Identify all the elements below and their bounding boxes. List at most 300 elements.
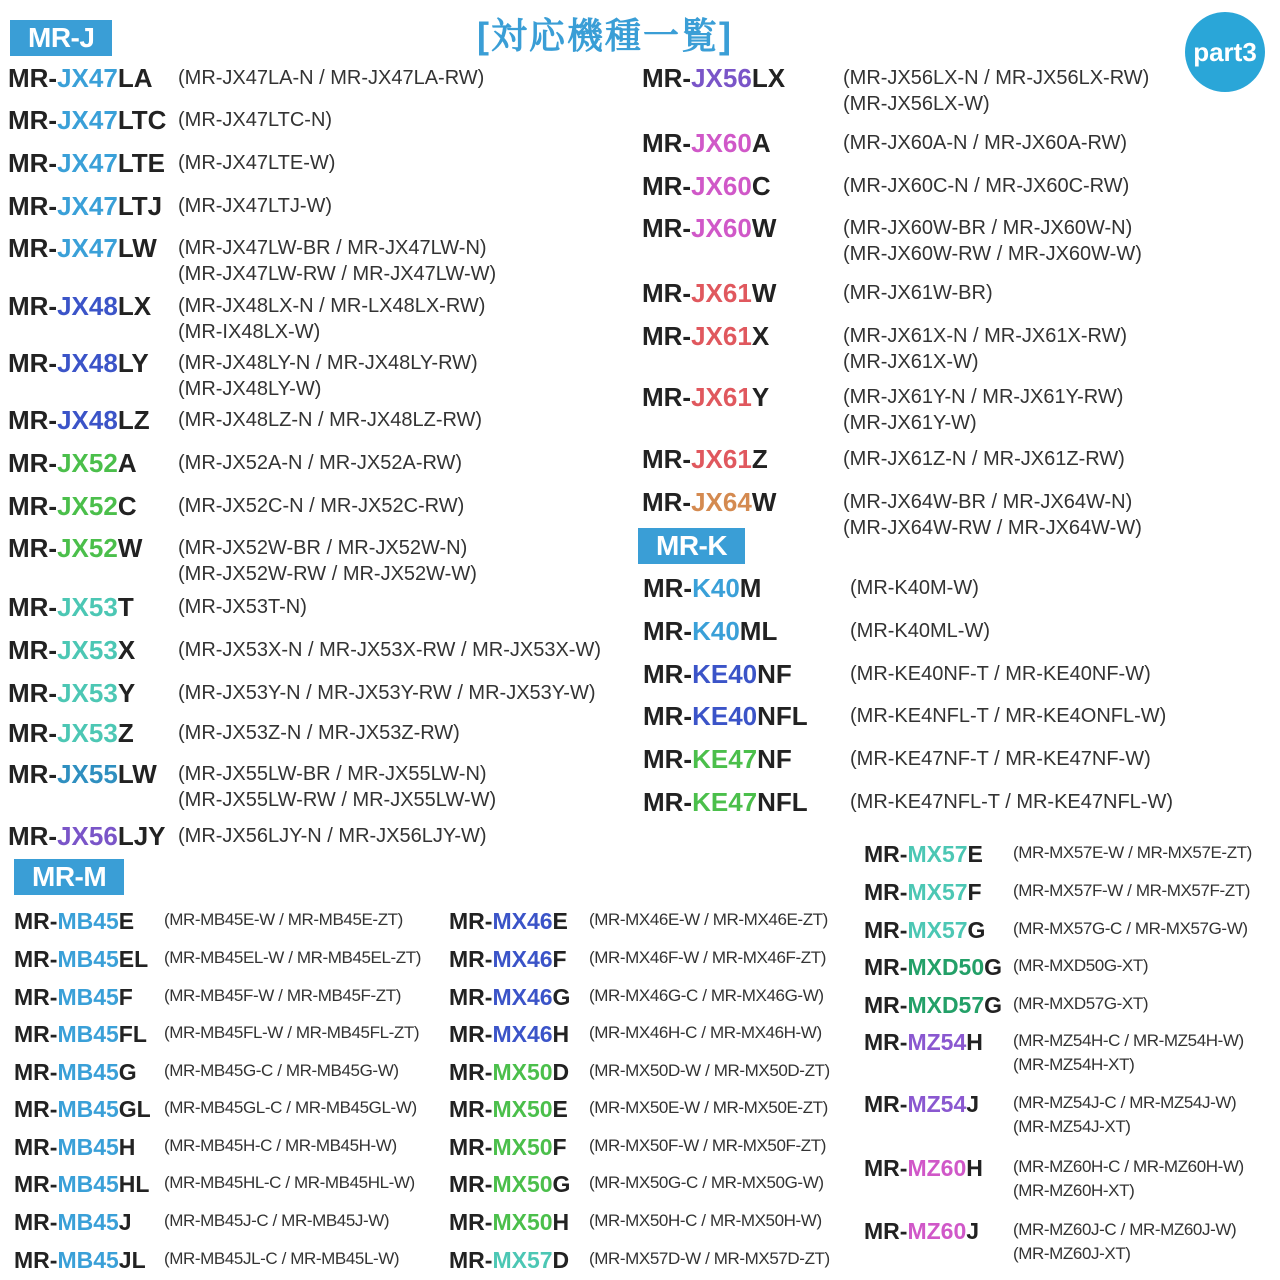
- model-name: [449, 906, 568, 936]
- variant-list: [164, 1247, 399, 1271]
- model-suffix: F: [118, 984, 133, 1010]
- variant-list: [178, 823, 487, 849]
- model-series-code: MX46: [492, 984, 553, 1010]
- variant-list: [589, 1096, 828, 1120]
- model-suffix: G: [984, 992, 1003, 1018]
- model-prefix: MR-: [449, 1134, 493, 1160]
- model-prefix: MR-: [643, 701, 693, 731]
- variant-list: [843, 323, 1127, 375]
- variant-list: [589, 1059, 830, 1083]
- variant-line: (MR-JX47LTC-N): [178, 109, 333, 131]
- model-prefix: MR-: [14, 1059, 58, 1085]
- model-name: [14, 906, 134, 936]
- model-suffix: E: [118, 908, 135, 934]
- variant-line: (MR-MXD57G-XT): [1013, 994, 1149, 1013]
- model-suffix: D: [552, 1247, 570, 1273]
- model-prefix: MR-: [864, 879, 908, 905]
- model-series-code: MXD57: [907, 992, 985, 1018]
- model-prefix: MR-: [642, 382, 692, 412]
- model-suffix: C: [117, 491, 137, 521]
- variant-line: (MR-JX60W-BR / MR-JX60W-N): [843, 217, 1133, 239]
- model-suffix: X: [117, 635, 136, 665]
- model-series-code: JX47: [57, 233, 118, 263]
- model-series-code: K40: [692, 616, 740, 646]
- variant-line: (MR-MX46E-W / MR-MX46E-ZT): [589, 910, 828, 929]
- model-suffix: J: [118, 1209, 132, 1235]
- variant-line: (MR-JX53T-N): [178, 596, 307, 618]
- model-series-code: JX47: [57, 191, 118, 221]
- model-series-code: JX53: [57, 678, 118, 708]
- model-name: [14, 1094, 151, 1124]
- variant-list: [1013, 841, 1252, 865]
- variant-line: (MR-JX64W-BR / MR-JX64W-N): [843, 491, 1133, 513]
- model-series-code: MX50: [492, 1096, 553, 1122]
- model-prefix: MR-: [642, 321, 692, 351]
- model-suffix: Z: [751, 444, 768, 474]
- model-series-code: JX47: [57, 63, 118, 93]
- variant-line: (MR-JX60C-N / MR-JX60C-RW): [843, 175, 1130, 197]
- variant-line: (MR-MXD50G-XT): [1013, 956, 1149, 975]
- model-suffix: LW: [117, 759, 157, 789]
- model-name: [864, 1027, 983, 1057]
- model-suffix: ML: [739, 616, 778, 646]
- variant-line: (MR-JX61Z-N / MR-JX61Z-RW): [843, 448, 1125, 470]
- variant-line: (MR-MB45JL-C / MR-MB45L-W): [164, 1249, 400, 1268]
- variant-line: (MR-JX61W-BR): [843, 282, 993, 304]
- model-prefix: MR-: [449, 984, 493, 1010]
- model-series-code: JX47: [57, 105, 118, 135]
- variant-line: (MR-MZ60H-C / MR-MZ60H-W): [1013, 1157, 1244, 1176]
- model-suffix: A: [117, 448, 137, 478]
- model-prefix: MR-: [864, 1091, 908, 1117]
- variant-list: [178, 65, 484, 91]
- model-prefix: MR-: [864, 1218, 908, 1244]
- variant-list: [850, 575, 979, 601]
- variant-list: [843, 446, 1125, 472]
- model-suffix: LZ: [117, 405, 150, 435]
- variant-list: [178, 535, 477, 587]
- variant-list: [589, 1021, 822, 1045]
- variant-list: [1013, 879, 1250, 903]
- model-series-code: JX53: [57, 635, 118, 665]
- model-name: [8, 533, 142, 563]
- variant-list: [1013, 954, 1148, 978]
- variant-line: (MR-MX46H-C / MR-MX46H-W): [589, 1023, 822, 1042]
- variant-list: [164, 1209, 389, 1233]
- model-name: [864, 839, 983, 869]
- model-suffix: T: [117, 592, 134, 622]
- model-suffix: A: [751, 128, 771, 158]
- model-name: [643, 787, 808, 817]
- variant-list: [178, 680, 595, 706]
- model-suffix: LX: [117, 291, 152, 321]
- variant-list: [1013, 1155, 1244, 1203]
- model-series-code: MX57: [907, 917, 968, 943]
- variant-line: (MR-JX56LJY-N / MR-JX56LJY-W): [178, 825, 487, 847]
- model-series-code: MB45: [57, 1096, 119, 1122]
- variant-line: (MR-MX57G-C / MR-MX57G-W): [1013, 919, 1248, 938]
- model-prefix: MR-: [14, 1247, 58, 1273]
- model-name: [8, 348, 149, 378]
- model-suffix: LTJ: [117, 191, 163, 221]
- model-series-code: JX61: [691, 321, 752, 351]
- model-name: [864, 1089, 979, 1119]
- variant-list: [850, 661, 1151, 687]
- model-prefix: MR-: [8, 821, 58, 851]
- model-suffix: NFL: [757, 701, 808, 731]
- model-name: [8, 105, 166, 135]
- variant-list: [843, 130, 1127, 156]
- variant-line: (MR-JX60W-RW / MR-JX60W-W): [843, 243, 1142, 265]
- variant-line: (MR-JX55LW-BR / MR-JX55LW-N): [178, 763, 487, 785]
- model-name: [8, 678, 135, 708]
- model-prefix: MR-: [864, 954, 908, 980]
- variant-list: [178, 407, 482, 433]
- model-series-code: JX52: [57, 448, 118, 478]
- variant-list: [589, 1134, 826, 1158]
- variant-list: [589, 1209, 822, 1233]
- model-prefix: MR-: [8, 233, 58, 263]
- variant-line: (MR-JX56LX-N / MR-JX56LX-RW): [843, 67, 1150, 89]
- model-suffix: LJY: [117, 821, 166, 851]
- variant-list: [178, 150, 335, 176]
- model-name: [642, 213, 776, 243]
- model-series-code: JX56: [57, 821, 118, 851]
- model-prefix: MR-: [864, 992, 908, 1018]
- variant-line: (MR-JX55LW-RW / MR-JX55LW-W): [178, 789, 497, 811]
- section-label-mrj: MR-J: [10, 20, 112, 56]
- part-badge: part3: [1185, 12, 1265, 92]
- model-suffix: G: [984, 954, 1003, 980]
- model-prefix: MR-: [8, 405, 58, 435]
- variant-list: [843, 173, 1129, 199]
- variant-list: [843, 215, 1142, 267]
- model-series-code: MB45: [57, 1247, 119, 1273]
- variant-list: [164, 1021, 419, 1045]
- model-name: [8, 491, 137, 521]
- variant-line: (MR-JX52W-BR / MR-JX52W-N): [178, 537, 468, 559]
- variant-line: (MR-MB45F-W / MR-MB45F-ZT): [164, 986, 402, 1005]
- model-suffix: W: [751, 487, 777, 517]
- model-prefix: MR-: [8, 291, 58, 321]
- model-series-code: MX57: [907, 841, 968, 867]
- model-suffix: JL: [118, 1247, 146, 1273]
- model-suffix: LTC: [117, 105, 167, 135]
- model-series-code: JX64: [691, 487, 752, 517]
- variant-list: [178, 637, 601, 663]
- variant-list: [164, 908, 403, 932]
- model-prefix: MR-: [14, 984, 58, 1010]
- variant-line: (MR-MX46G-C / MR-MX46G-W): [589, 986, 824, 1005]
- variant-list: [850, 618, 990, 644]
- variant-line: (MR-MB45HL-C / MR-MB45HL-W): [164, 1173, 415, 1192]
- model-series-code: JX61: [691, 278, 752, 308]
- variant-line: (MR-KE40NF-T / MR-KE40NF-W): [850, 663, 1151, 685]
- variant-list: [178, 293, 485, 345]
- model-suffix: LA: [117, 63, 153, 93]
- variant-line: (MR-MZ54H-XT): [1013, 1055, 1135, 1074]
- variant-list: [1013, 992, 1148, 1016]
- variant-list: [850, 703, 1166, 729]
- model-suffix: EL: [118, 946, 149, 972]
- variant-list: [178, 493, 464, 519]
- model-prefix: MR-: [8, 491, 58, 521]
- model-series-code: MX46: [492, 908, 553, 934]
- variant-line: (MR-KE4NFL-T / MR-KE4ONFL-W): [850, 705, 1167, 727]
- variant-list: [589, 1247, 830, 1271]
- model-name: [864, 1216, 979, 1246]
- variant-line: (MR-JX61X-N / MR-JX61X-RW): [843, 325, 1128, 347]
- model-name: [449, 1207, 569, 1237]
- model-series-code: MX50: [492, 1209, 553, 1235]
- variant-list: [178, 761, 496, 813]
- model-series-code: MZ54: [907, 1029, 967, 1055]
- variant-line: (MR-JX47LTJ-W): [178, 195, 333, 217]
- model-series-code: MB45: [57, 1209, 119, 1235]
- model-series-code: MB45: [57, 1059, 119, 1085]
- variant-line: (MR-JX47LW-BR / MR-JX47LW-N): [178, 237, 487, 259]
- variant-list: [178, 107, 332, 133]
- model-series-code: MB45: [57, 1134, 119, 1160]
- model-suffix: G: [118, 1059, 137, 1085]
- model-prefix: MR-: [8, 718, 58, 748]
- variant-line: (MR-JX53Z-N / MR-JX53Z-RW): [178, 722, 460, 744]
- model-prefix: MR-: [449, 1021, 493, 1047]
- variant-line: (MR-MB45J-C / MR-MB45J-W): [164, 1211, 390, 1230]
- model-series-code: MX57: [907, 879, 968, 905]
- model-prefix: MR-: [14, 1209, 58, 1235]
- model-name: [8, 191, 162, 221]
- model-series-code: JX53: [57, 718, 118, 748]
- variant-line: (MR-JX47LTE-W): [178, 152, 336, 174]
- variant-line: (MR-MZ54J-XT): [1013, 1117, 1131, 1136]
- variant-line: (MR-MB45GL-C / MR-MB45GL-W): [164, 1098, 417, 1117]
- variant-line: (MR-MZ60J-C / MR-MZ60J-W): [1013, 1220, 1237, 1239]
- model-series-code: JX52: [57, 533, 118, 563]
- model-prefix: MR-: [864, 841, 908, 867]
- model-suffix: F: [967, 879, 982, 905]
- variant-line: (MR-JX61Y-W): [843, 412, 977, 434]
- model-name: [642, 278, 776, 308]
- model-prefix: MR-: [14, 1171, 58, 1197]
- variant-line: (MR-MZ60J-XT): [1013, 1244, 1131, 1263]
- model-suffix: F: [552, 946, 567, 972]
- model-prefix: MR-: [449, 1059, 493, 1085]
- model-suffix: J: [966, 1218, 980, 1244]
- variant-line: (MR-MB45E-W / MR-MB45E-ZT): [164, 910, 403, 929]
- model-name: [14, 1057, 137, 1087]
- model-series-code: MX46: [492, 1021, 553, 1047]
- model-name: [8, 718, 134, 748]
- model-name: [449, 1094, 568, 1124]
- model-series-code: MB45: [57, 1021, 119, 1047]
- variant-line: (MR-K40ML-W): [850, 620, 990, 642]
- variant-line: (MR-JX53X-N / MR-JX53X-RW / MR-JX53X-W): [178, 639, 601, 661]
- model-prefix: MR-: [642, 63, 692, 93]
- variant-list: [178, 720, 460, 746]
- variant-list: [178, 193, 332, 219]
- model-suffix: D: [552, 1059, 570, 1085]
- model-name: [14, 1207, 132, 1237]
- model-series-code: K40: [692, 573, 740, 603]
- model-series-code: MX50: [492, 1134, 553, 1160]
- variant-line: (MR-JX52C-N / MR-JX52C-RW): [178, 495, 465, 517]
- variant-line: (MR-JX56LX-W): [843, 93, 990, 115]
- model-prefix: MR-: [8, 191, 58, 221]
- variant-line: (MR-MB45H-C / MR-MB45H-W): [164, 1136, 397, 1155]
- model-name: [14, 1245, 146, 1275]
- model-series-code: MB45: [57, 946, 119, 972]
- model-prefix: MR-: [642, 487, 692, 517]
- variant-line: (MR-MZ60H-XT): [1013, 1181, 1135, 1200]
- model-series-code: JX61: [691, 382, 752, 412]
- model-series-code: JX60: [691, 213, 752, 243]
- model-prefix: MR-: [643, 787, 693, 817]
- model-name: [8, 759, 157, 789]
- model-series-code: JX55: [57, 759, 118, 789]
- variant-list: [1013, 1029, 1244, 1077]
- model-name: [14, 1169, 149, 1199]
- model-prefix: MR-: [8, 635, 58, 665]
- model-prefix: MR-: [8, 759, 58, 789]
- model-name: [449, 1245, 569, 1275]
- variant-line: (MR-KE47NFL-T / MR-KE47NFL-W): [850, 791, 1173, 813]
- model-prefix: MR-: [14, 1134, 58, 1160]
- model-name: [8, 405, 150, 435]
- model-prefix: MR-: [449, 1171, 493, 1197]
- variant-line: (MR-MX57F-W / MR-MX57F-ZT): [1013, 881, 1251, 900]
- model-series-code: JX48: [57, 405, 118, 435]
- model-suffix: NFL: [757, 787, 808, 817]
- model-prefix: MR-: [643, 659, 693, 689]
- variant-list: [164, 1134, 397, 1158]
- model-name: [449, 944, 567, 974]
- variant-list: [1013, 1218, 1236, 1266]
- model-prefix: MR-: [14, 1096, 58, 1122]
- model-prefix: MR-: [642, 278, 692, 308]
- variant-line: (MR-JX60A-N / MR-JX60A-RW): [843, 132, 1128, 154]
- variant-list: [1013, 1091, 1236, 1139]
- model-name: [643, 744, 792, 774]
- model-series-code: MB45: [57, 1171, 119, 1197]
- variant-line: (MR-MX46F-W / MR-MX46F-ZT): [589, 948, 827, 967]
- model-prefix: MR-: [8, 448, 58, 478]
- model-suffix: Z: [117, 718, 134, 748]
- model-suffix: GL: [118, 1096, 151, 1122]
- variant-list: [589, 946, 826, 970]
- model-series-code: JX61: [691, 444, 752, 474]
- variant-list: [178, 450, 462, 476]
- model-prefix: MR-: [14, 908, 58, 934]
- variant-line: (MR-JX47LW-RW / MR-JX47LW-W): [178, 263, 497, 285]
- model-prefix: MR-: [8, 533, 58, 563]
- model-series-code: JX60: [691, 171, 752, 201]
- model-suffix: H: [552, 1021, 570, 1047]
- variant-list: [589, 908, 828, 932]
- model-prefix: MR-: [8, 148, 58, 178]
- model-series-code: JX53: [57, 592, 118, 622]
- model-name: [8, 448, 137, 478]
- model-name: [14, 982, 133, 1012]
- model-name: [8, 291, 151, 321]
- model-name: [643, 701, 808, 731]
- model-prefix: MR-: [8, 592, 58, 622]
- variant-line: (MR-JX47LA-N / MR-JX47LA-RW): [178, 67, 485, 89]
- model-name: [449, 1169, 570, 1199]
- model-prefix: MR-: [642, 444, 692, 474]
- variant-list: [178, 594, 307, 620]
- model-name: [8, 148, 165, 178]
- model-prefix: MR-: [642, 128, 692, 158]
- model-prefix: MR-: [449, 1247, 493, 1273]
- variant-list: [843, 384, 1123, 436]
- model-prefix: MR-: [8, 678, 58, 708]
- variant-line: (MR-JX53Y-N / MR-JX53Y-RW / MR-JX53Y-W): [178, 682, 596, 704]
- variant-line: (MR-MZ54J-C / MR-MZ54J-W): [1013, 1093, 1237, 1112]
- model-name: [643, 659, 792, 689]
- model-series-code: MB45: [57, 908, 119, 934]
- page-title: [対応機種一覧]: [477, 15, 733, 56]
- variant-list: [178, 235, 496, 287]
- model-series-code: MX50: [492, 1171, 553, 1197]
- model-prefix: MR-: [449, 1096, 493, 1122]
- model-series-code: MB45: [57, 984, 119, 1010]
- model-name: [643, 573, 761, 603]
- variant-list: [850, 746, 1151, 772]
- model-series-code: MX57: [492, 1247, 553, 1273]
- variant-line: (MR-JX61Y-N / MR-JX61Y-RW): [843, 386, 1124, 408]
- model-name: [449, 1057, 569, 1087]
- model-name: [643, 616, 777, 646]
- model-prefix: MR-: [8, 63, 58, 93]
- variant-line: (MR-KE47NF-T / MR-KE47NF-W): [850, 748, 1151, 770]
- model-suffix: H: [966, 1029, 983, 1055]
- model-suffix: FL: [118, 1021, 147, 1047]
- variant-list: [1013, 917, 1248, 941]
- model-suffix: F: [552, 1134, 567, 1160]
- model-prefix: MR-: [864, 1155, 908, 1181]
- model-name: [642, 128, 771, 158]
- model-name: [642, 382, 769, 412]
- model-prefix: MR-: [8, 348, 58, 378]
- variant-line: (MR-JX64W-RW / MR-JX64W-W): [843, 517, 1142, 539]
- model-prefix: MR-: [8, 105, 58, 135]
- model-suffix: NF: [757, 659, 792, 689]
- model-suffix: W: [751, 213, 777, 243]
- model-suffix: LW: [117, 233, 157, 263]
- model-suffix: W: [751, 278, 777, 308]
- variant-list: [843, 489, 1142, 541]
- model-name: [864, 952, 1002, 982]
- model-name: [8, 821, 166, 851]
- variant-line: (MR-MB45FL-W / MR-MB45FL-ZT): [164, 1023, 420, 1042]
- variant-line: (MR-JX61X-W): [843, 351, 979, 373]
- variant-line: (MR-MB45G-C / MR-MB45G-W): [164, 1061, 399, 1080]
- variant-list: [589, 984, 824, 1008]
- model-name: [8, 233, 157, 263]
- model-name: [449, 1019, 569, 1049]
- model-series-code: JX56: [691, 63, 752, 93]
- model-suffix: NF: [757, 744, 792, 774]
- model-series-code: MZ60: [907, 1218, 967, 1244]
- model-prefix: MR-: [449, 908, 493, 934]
- model-series-code: JX60: [691, 128, 752, 158]
- model-series-code: JX52: [57, 491, 118, 521]
- model-name: [8, 635, 135, 665]
- model-name: [449, 982, 570, 1012]
- variant-line: (MR-JX48LX-N / MR-LX48LX-RW): [178, 295, 486, 317]
- model-prefix: MR-: [643, 744, 693, 774]
